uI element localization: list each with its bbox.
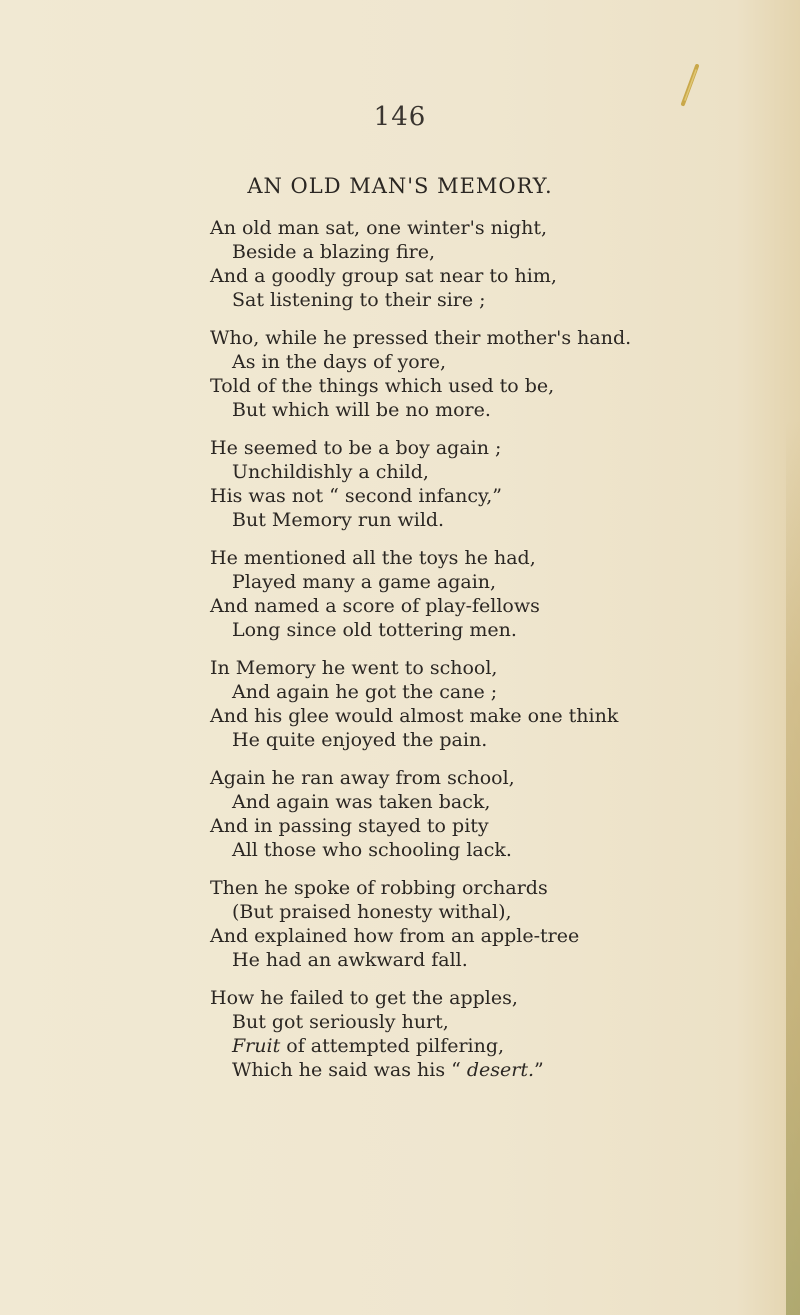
stanza-4 — [210, 546, 770, 642]
poem-line: But which will be no more. — [232, 399, 491, 421]
line-text: of attempted pilfering, — [280, 1035, 505, 1057]
poem-line: How he failed to get the apples, — [210, 987, 518, 1009]
poem-line: And again was taken back, — [232, 791, 491, 813]
poem-line: Beside a blazing fire, — [232, 241, 435, 263]
poem-line: An old man sat, one winter's night, — [210, 217, 548, 239]
poem-line: He seemed to be a boy again ; — [210, 437, 502, 459]
italic-word: Fruit — [232, 1035, 281, 1057]
poem-line: He quite enjoyed the pain. — [232, 729, 488, 751]
poem-line: And again he got the cane ; — [232, 681, 498, 703]
stanza-5 — [210, 656, 770, 752]
poem-line: Told of the things which used to be, — [210, 375, 555, 397]
poem-line: And named a score of play-fellows — [210, 595, 540, 617]
stanza-6 — [210, 766, 770, 862]
line-text: ” — [534, 1059, 544, 1081]
italic-word: desert. — [466, 1059, 535, 1081]
poem-body — [210, 216, 770, 1096]
page-number: 146 — [373, 102, 427, 132]
poem-line-mixed — [210, 1034, 770, 1058]
poem-line: In Memory he went to school, — [210, 657, 498, 679]
poem-line: Then he spoke of robbing orchards — [210, 877, 548, 899]
poem-line: Sat listening to their sire ; — [232, 289, 486, 311]
stanza-8 — [210, 986, 770, 1082]
poem-line: And in passing stayed to pity — [210, 815, 489, 837]
poem-line: All those who schooling lack. — [232, 839, 512, 861]
poem-line: He had an awkward fall. — [232, 949, 468, 971]
poem-line: As in the days of yore, — [232, 351, 447, 373]
poem-line: (But praised honesty withal), — [232, 901, 512, 923]
poem-line: Long since old tottering men. — [232, 619, 517, 641]
poem-title: AN OLD MAN'S MEMORY. — [247, 174, 553, 198]
poem-line: Again he ran away from school, — [210, 767, 515, 789]
poem-line: And his glee would almost make one think — [210, 705, 619, 727]
poem-line: Who, while he pressed their mother's hand. — [210, 327, 632, 349]
poem-line: He mentioned all the toys he had, — [210, 547, 536, 569]
poem-line: Unchildishly a child, — [232, 461, 429, 483]
poem-line-mixed — [210, 1058, 770, 1082]
poem-line: And a goodly group sat near to him, — [210, 265, 557, 287]
poem-line: Played many a game again, — [232, 571, 497, 593]
pencil-mark-icon — [678, 64, 702, 108]
line-text: Which he said was his “ — [232, 1059, 467, 1081]
page-edge-stain — [786, 420, 800, 1315]
stanza-3 — [210, 436, 770, 532]
stanza-2 — [210, 326, 770, 422]
stanza-1 — [210, 216, 770, 312]
poem-line: His was not “ second infancy,” — [210, 485, 502, 507]
poem-line: And explained how from an apple-tree — [210, 925, 580, 947]
poem-line: But Memory run wild. — [232, 509, 445, 531]
stanza-7 — [210, 876, 770, 972]
poem-line: But got seriously hurt, — [232, 1011, 449, 1033]
